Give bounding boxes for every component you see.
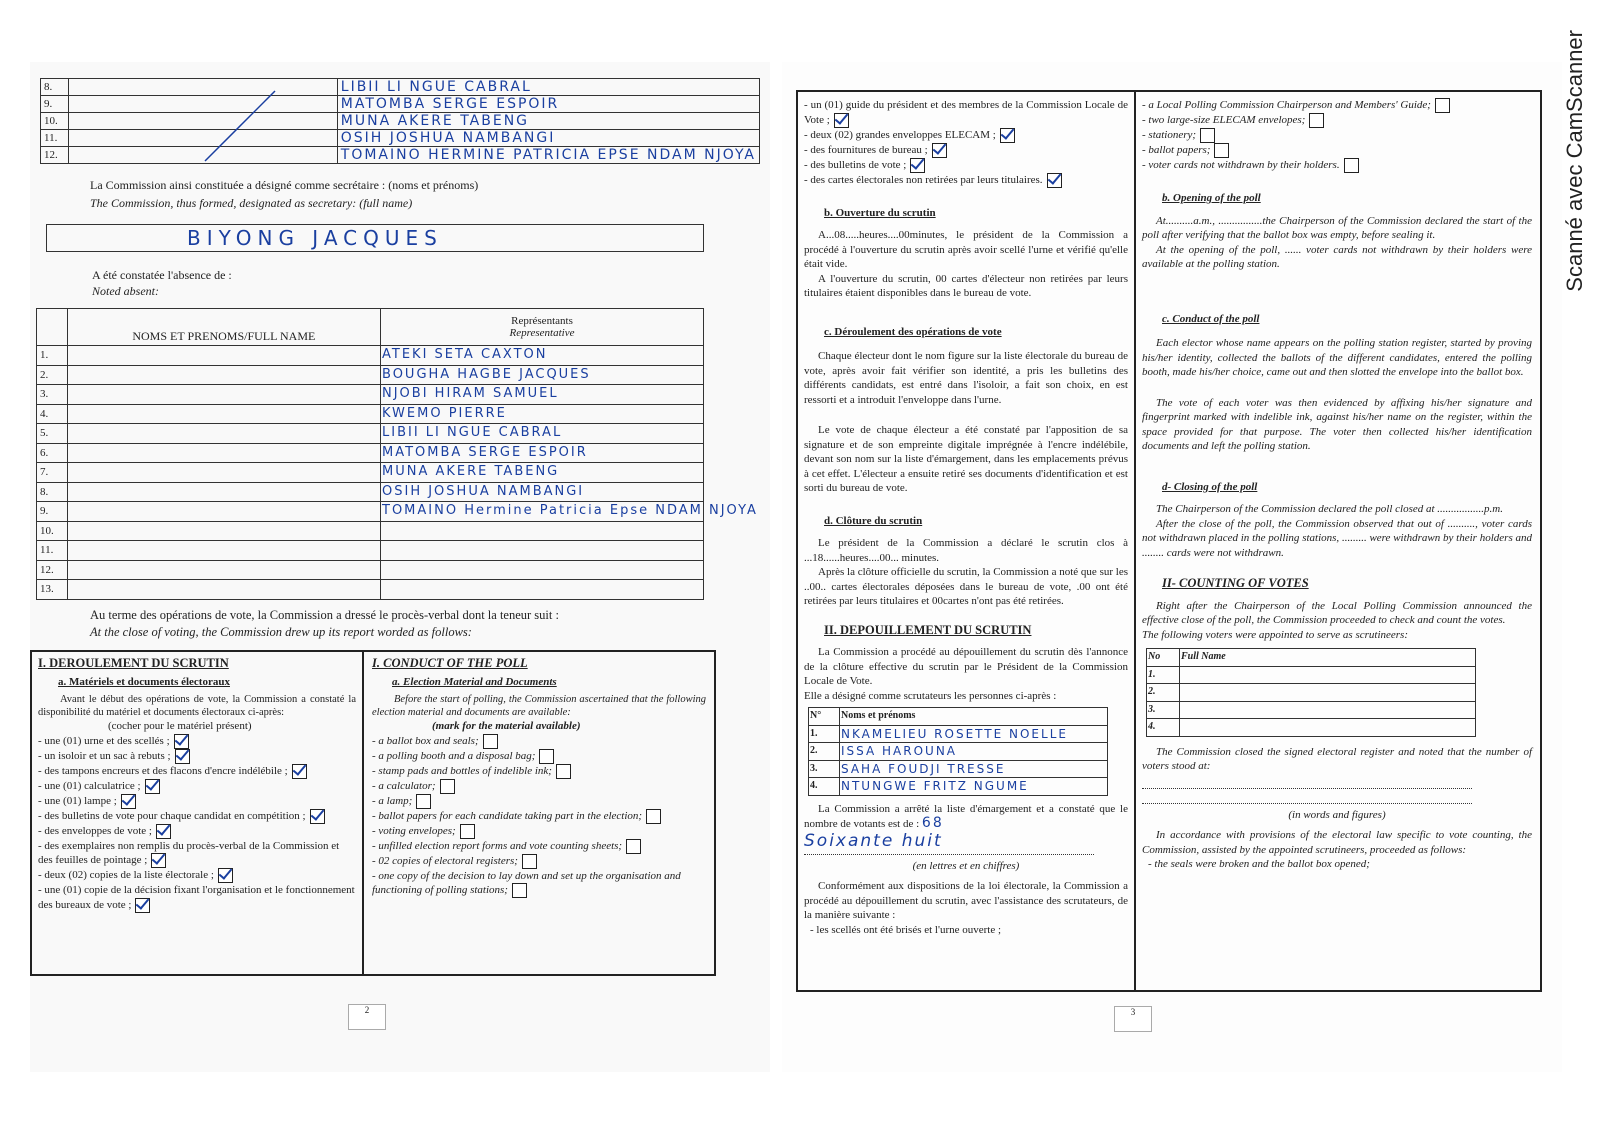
c-fr-text1: Chaque électeur dont le nom figure sur la liste électorale du bureau de vote, après avoir fait vérifier son identité, a pris les bulletins des différents candidats, est entré dans l'isoloir, a fait son choix, en est ressorti et a introduit l'enveloppe dans l'urne. (804, 350, 1128, 406)
checkbox[interactable] (1000, 128, 1015, 143)
checklist-item: - un isoloir et un sac à rebuts ; (38, 749, 356, 764)
table-row: 4. NTUNGWE FRITZ NGUME (809, 778, 1108, 796)
checkbox[interactable] (151, 853, 166, 868)
checklist-item: - des tampons encreurs et des flacons d'encre indélébile ; (38, 764, 356, 779)
c-en-text1: Each elector whose name appears on the polling station register, started by proving his/her identity, collected the ballots of the different candidates, entered the polling booth, made his/her choice, came out and then slotted the envelope into the ballot box. (1142, 337, 1532, 378)
table-row: 6. MATOMBA SERGE ESPOIR (37, 443, 704, 463)
b-fr-text2: A l'ouverture du scrutin, 00 cartes d'électeur non retirées par leurs titulaires étaient disponibles dans le bureau de vote. (804, 272, 1128, 299)
ii-en-text4: In accordance with provisions of the electoral law specific to vote counting, the Commission, assisted by the appointed scrutineers, proceeded as follows: (1142, 829, 1532, 856)
checkbox[interactable] (483, 734, 498, 749)
table-row: 4. KWEMO PIERRE (37, 404, 704, 424)
d-en-title: d- Closing of the poll (1162, 480, 1258, 493)
table-row: 2. ISSA HAROUNA (809, 743, 1108, 761)
closing-text-en: At the close of voting, the Commission drew up its report worded as follows: (90, 625, 472, 639)
checklist-item: - ballot papers for each candidate taking part in the election; (372, 809, 706, 824)
table-row: 12. TOMAINO HERMINE PATRICIA EPSE NDAM NJOYA (41, 147, 760, 164)
ii-fr-title: II. DEPOUILLEMENT DU SCRUTIN (824, 622, 1032, 637)
representative-name: KWEMO PIERRE (382, 405, 507, 421)
b-en-text1: At..........a.m., ................the Chairperson of the Commission declared the start of the poll after verifying that the ballot box was empty, before sealing it. (1142, 214, 1532, 241)
checkbox[interactable] (1435, 98, 1450, 113)
ii-en-text2: The following voters were appointed to serve as scrutineers: (1142, 628, 1409, 641)
b-fr-title: b. Ouverture du scrutin (824, 206, 936, 219)
representative-name: MUNA AKERE TABENG (382, 464, 560, 480)
checklist-item: - des cartes électorales non retirées par leurs titulaires. (804, 173, 1128, 188)
ii-en-text3: The Commission closed the signed electoral register and noted that the number of voters stood at: (1142, 745, 1532, 772)
checkbox[interactable] (460, 824, 475, 839)
scrutineer-name: NKAMELIEU ROSETTE NOELLE (841, 726, 1068, 741)
secretary-label-en: The Commission, thus formed, designated as secretary: (full name) (90, 196, 413, 210)
member-name: LIBII LI NGUE CABRAL (340, 79, 532, 95)
checklist-item: - des bulletins de vote ; (804, 158, 1128, 173)
closing-text-fr: Au terme des opérations de vote, la Commission a dressé le procès-verbal dont la teneur suit : (90, 608, 559, 622)
checkbox[interactable] (174, 734, 189, 749)
checkbox[interactable] (522, 854, 537, 869)
checkbox[interactable] (556, 764, 571, 779)
table-row: 3. SAHA FOUDJI TRESSE (809, 760, 1108, 778)
sec1-en-sub: a. Election Material and Documents (392, 675, 557, 688)
table-row: 9. TOMAINO Hermine Patricia Epse NDAM NJOYA (37, 502, 704, 522)
camscanner-watermark: Scanné avec CamScanner (1562, 30, 1587, 292)
words-en: (in words and figures) (1288, 808, 1386, 821)
checkbox[interactable] (1344, 158, 1359, 173)
scrutineers-table-en: No Full Name 1. 2. 3. 4. (1146, 648, 1476, 737)
table-row: 7. MUNA AKERE TABENG (37, 463, 704, 483)
table-row: 9. MATOMBA SERGE ESPOIR (41, 96, 760, 113)
checklist-item: - a lamp; (372, 794, 706, 809)
checklist-item: - a ballot box and seals; (372, 734, 706, 749)
secretary-box (46, 224, 704, 252)
ii-en-text1: Right after the Chairperson of the Local Polling Commission announced the effective close of the poll, the Commission proceeded to check and count the votes. (1142, 599, 1532, 626)
scrutineers-table-fr: N° Noms et prénoms 1. NKAMELIEU ROSETTE NOELLE 2. ISSA HAROUNA 3. SAHA FOUDJI TRESSE 4. NTUNGWE FRITZ NGUME (808, 707, 1108, 796)
checklist-item: - une (01) lampe ; (38, 794, 356, 809)
rep-col-rep: Représentants Representative (381, 309, 704, 346)
checklist-item: - des bulletins de vote pour chaque candidat en compétition ; (38, 809, 356, 824)
checkbox[interactable] (1309, 113, 1324, 128)
voters-words: Soixante huit (804, 830, 943, 851)
scrutineer-name: NTUNGWE FRITZ NGUME (841, 779, 1029, 794)
table-row: 4. (1147, 719, 1476, 737)
sec1-en-intro: Before the start of polling, the Commission ascertained that the following election material and documents are available: (372, 694, 706, 718)
table-row: 8. LIBII LI NGUE CABRAL (41, 79, 760, 96)
checkbox[interactable] (310, 809, 325, 824)
ii-fr-text3: La Commission a arrêté la liste d'émargement et a constaté que le nombre de votants est de : 68 (804, 802, 1128, 831)
b-en-title: b. Opening of the poll (1162, 192, 1261, 204)
table-row: 1. (1147, 666, 1476, 684)
checkbox[interactable] (1200, 128, 1215, 143)
table-row: 10. (37, 521, 704, 541)
representative-name: OSIH JOSHUA NAMBANGI (382, 483, 585, 499)
c-en-title: c. Conduct of the poll (1162, 312, 1260, 325)
checkbox[interactable] (135, 898, 150, 913)
member-name: TOMAINO HERMINE PATRICIA EPSE NDAM NJOYA (340, 147, 756, 163)
table-row: 8. OSIH JOSHUA NAMBANGI (37, 482, 704, 502)
checkbox[interactable] (292, 764, 307, 779)
representative-name: NJOBI HIRAM SAMUEL (382, 386, 559, 402)
checkbox[interactable] (175, 749, 190, 764)
checklist-item: - 02 copies of electoral registers; (372, 854, 706, 869)
voters-figure: 68 (921, 815, 944, 831)
checklist-item: - unfilled election report forms and vote counting sheets; (372, 839, 706, 854)
sec1-fr-intro: Avant le début des opérations de vote, la Commission a constaté la disponibilité du matériel et documents électoraux ci-après: (38, 694, 356, 718)
table-row: 5. LIBII LI NGUE CABRAL (37, 424, 704, 444)
ii-fr-text4: Conformément aux dispositions de la loi électorale, la Commission a procédé au dépouillement du scrutin, avec l'assistance des scrutateurs, de la manière suivante : (804, 880, 1128, 921)
table-row: 10. MUNA AKERE TABENG (41, 113, 760, 130)
representatives-table (36, 308, 758, 600)
checkbox[interactable] (646, 809, 661, 824)
sec1-en-mark: (mark for the material available) (432, 720, 581, 732)
sec1-fr-title: I. DEROULEMENT DU SCRUTIN (38, 656, 229, 670)
checklist-item: - des fournitures de bureau ; (804, 143, 1128, 158)
ii-en-text5: - the seals were broken and the ballot box opened; (1148, 858, 1370, 870)
checklist-item: - two large-size ELECAM envelopes; (1142, 113, 1532, 128)
scrutineer-name: ISSA HAROUNA (841, 744, 958, 759)
table-row: 1. NKAMELIEU ROSETTE NOELLE (809, 725, 1108, 743)
checkbox[interactable] (416, 794, 431, 809)
sec1-fr-sub: a. Matériels et documents électoraux (58, 675, 230, 688)
table-row: 12. (37, 560, 704, 580)
table-row: 3. NJOBI HIRAM SAMUEL (37, 385, 704, 405)
checklist-item: - des exemplaires non remplis du procès-verbal de la Commission et des feuilles de pointage ; (38, 839, 340, 867)
ii-fr-text5: - les scellés ont été brisés et l'urne ouverte ; (810, 923, 1002, 936)
checkbox[interactable] (512, 883, 527, 898)
page-number-left: 2 (348, 1004, 386, 1030)
checkbox[interactable] (121, 794, 136, 809)
checklist-item: - deux (02) grandes enveloppes ELECAM ; (804, 128, 1128, 143)
checkbox[interactable] (1047, 173, 1062, 188)
table-row: 11. (37, 541, 704, 561)
representative-name: TOMAINO Hermine Patricia Epse NDAM NJOYA (382, 503, 758, 519)
c-fr-title: c. Déroulement des opérations de vote (824, 325, 1002, 338)
b-en-text2: At the opening of the poll, ...... voter cards not withdrawn by their holders were available at the polling station. (1142, 243, 1532, 270)
checklist-item: - stationery; (1142, 128, 1532, 143)
representative-name: LIBII LI NGUE CABRAL (382, 425, 563, 441)
checklist-item: - une (01) urne et des scellés ; (38, 734, 356, 749)
d-en-text1: The Chairperson of the Commission declared the poll closed at .................p.m. (1156, 503, 1503, 515)
table-row: 2. (1147, 684, 1476, 702)
scrutineer-name: SAHA FOUDJI TRESSE (841, 761, 1006, 776)
checkbox[interactable] (932, 143, 947, 158)
representative-name: ATEKI SETA CAXTON (382, 347, 548, 363)
secretary-label-fr: La Commission ainsi constituée a désigné comme secrétaire : (noms et prénoms) (90, 178, 479, 192)
checklist-item: - one copy of the decision to lay down and set up the organisation and functioning of polling stations; (372, 869, 681, 897)
ii-fr-text2: Elle a désigné comme scrutateurs les personnes ci-après : (804, 689, 1057, 702)
checkbox[interactable] (1214, 143, 1229, 158)
checkbox[interactable] (156, 824, 171, 839)
checkbox[interactable] (539, 749, 554, 764)
absent-label-fr: A été constatée l'absence de : (92, 268, 232, 282)
checklist-item: - une (01) copie de la décision fixant l'organisation et le fonctionnement des bureaux de vote ; (38, 884, 355, 911)
checklist-item: - deux (02) copies de la liste électorale ; (38, 868, 356, 883)
absent-label-en: Noted absent: (92, 284, 159, 298)
b-fr-text1: A...08.....heures....00minutes, le président de la Commission a procédé à l'ouverture du scrutin après avoir scellé l'urne et vérifié qu'elle était vide. (804, 229, 1128, 270)
d-fr-text1: Le président de la Commission a déclaré le scrutin clos à ...18......heures....00... minutes. (804, 537, 1128, 564)
member-name: MATOMBA SERGE ESPOIR (340, 96, 560, 112)
sec1-en-title: I. CONDUCT OF THE POLL (372, 656, 528, 670)
table-row: 13. (37, 580, 704, 600)
words-fr: (en lettres et en chiffres) (912, 859, 1020, 872)
c-en-text2: The vote of each voter was then evidenced by affixing his/her signature and fingerprint marked with indelible ink, against his/her name on the register, within the space provided for that purpose. The voter then collected his/her identification documents and left the polling station. (1142, 396, 1532, 452)
d-en-text2: After the close of the poll, the Commission observed that out of .........., voter cards not withdrawn placed in the polling stations, ......... were withdrawn by their holders and ........ cards were not withdrawn. (1142, 517, 1532, 559)
c-fr-text2: Le vote de chaque électeur a été constaté par l'apposition de sa signature et de son empreinte digitale imprégnée à l'encre indélébile, devant son nom sur la liste d'émargement, dans les emplacements prévus à cet effet. L'électeur a ensuite retiré ses documents d'identification et est sorti du bureau de vote. (804, 424, 1128, 494)
table-row: 2. BOUGHA HAGBE JACQUES (37, 365, 704, 385)
table-row: 11. OSIH JOSHUA NAMBANGI (41, 130, 760, 147)
representative-name: MATOMBA SERGE ESPOIR (382, 444, 588, 460)
checklist-item: - stamp pads and bottles of indelible ink; (372, 764, 706, 779)
representative-name: BOUGHA HAGBE JACQUES (382, 366, 591, 382)
checklist-item: - un (01) guide du président et des membres de la Commission Locale de Vote ; (804, 99, 1128, 126)
checklist-item: - une (01) calculatrice ; (38, 779, 356, 794)
checklist-item: - voter cards not withdrawn by their holders. (1142, 158, 1532, 173)
checklist-item: - a Local Polling Commission Chairperson and Members' Guide; (1142, 98, 1532, 113)
secretary-name: BIYONG JACQUES (187, 226, 443, 250)
right-frame (796, 90, 1542, 992)
ii-fr-text1: La Commission a procédé au dépouillement du scrutin dès l'annonce de la clôture effective du scrutin par le Président de la Commission Locale de Vote. (804, 646, 1128, 687)
rep-col-name: NOMS ET PRENOMS/FULL NAME (67, 309, 380, 346)
checkbox[interactable] (626, 839, 641, 854)
section-i-box (30, 650, 716, 976)
checkbox[interactable] (910, 158, 925, 173)
strike-line (200, 86, 280, 166)
member-name: MUNA AKERE TABENG (340, 113, 530, 129)
checkbox[interactable] (834, 113, 849, 128)
left-page (30, 62, 770, 1072)
checkbox[interactable] (440, 779, 455, 794)
table-row: 1. ATEKI SETA CAXTON (37, 346, 704, 366)
checkbox[interactable] (218, 868, 233, 883)
member-name: OSIH JOSHUA NAMBANGI (340, 130, 556, 146)
checklist-item: - voting envelopes; (372, 824, 706, 839)
checkbox[interactable] (145, 779, 160, 794)
d-fr-text2: Après la clôture officielle du scrutin, la Commission a noté que sur les ..00.. cartes électorales déposées dans le bureau de vote, .00 ont été retirées par leurs titulaires et 00cartes n'ont pas été retirées. (804, 566, 1128, 607)
checklist-item: - ballot papers; (1142, 143, 1532, 158)
table-row: 3. (1147, 701, 1476, 719)
checklist-item: - des enveloppes de vote ; (38, 824, 356, 839)
members-table-continued (40, 78, 760, 164)
sec1-fr-mark: (cocher pour le matériel présent) (108, 720, 252, 732)
d-fr-title: d. Clôture du scrutin (824, 514, 923, 527)
checklist-item: - a calculator; (372, 779, 706, 794)
ii-en-title: II- COUNTING OF VOTES (1162, 576, 1309, 590)
right-page (782, 62, 1562, 1072)
page-number-right: 3 (1114, 1006, 1152, 1032)
checklist-item: - a polling booth and a disposal bag; (372, 749, 706, 764)
